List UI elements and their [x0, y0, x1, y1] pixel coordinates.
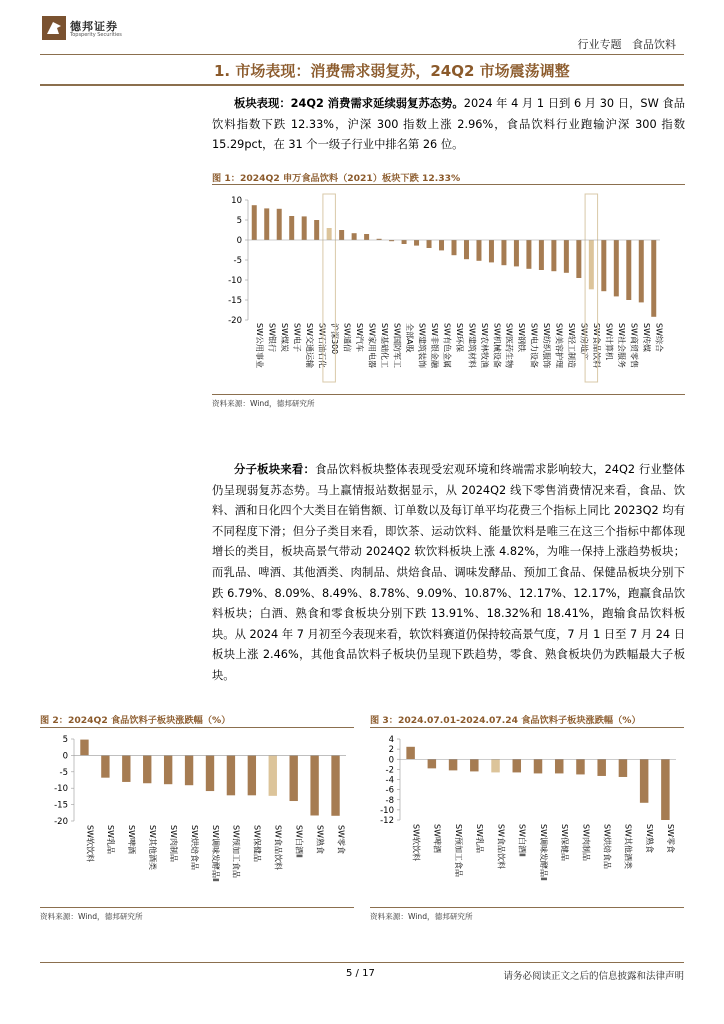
y-tick-label: -10	[380, 805, 394, 816]
bar	[402, 240, 407, 244]
figure-3-caption: 图 3：2024.07.01-2024.07.24 食品饮料子板块涨跌幅（%）	[370, 715, 641, 726]
bar	[651, 240, 656, 317]
y-tick-label: -10	[228, 276, 242, 286]
chart-q2-food-subsectors	[40, 729, 354, 907]
category-label: SW轻工制造	[567, 323, 577, 368]
paragraph-subsector	[212, 460, 685, 687]
bar	[269, 755, 277, 795]
header-category: 行业专题	[577, 38, 622, 51]
bar	[601, 240, 606, 291]
bar	[661, 759, 669, 820]
bar	[614, 240, 619, 296]
category-label: 沪深300	[329, 323, 339, 355]
y-tick-label: 5	[62, 735, 68, 745]
category-label: SW煤炭	[280, 323, 290, 352]
category-label: SW农林牧渔	[479, 323, 489, 368]
category-label: SW电子	[292, 323, 302, 352]
bar	[513, 759, 521, 772]
bar	[491, 759, 499, 772]
header-sector: 食品饮料	[632, 38, 676, 51]
y-tick-label: -5	[233, 256, 242, 266]
bar	[289, 216, 294, 240]
category-label: SW肉制品	[168, 825, 178, 862]
category-label: SW交通运输	[304, 323, 314, 368]
category-label: SW纺织服饰	[542, 323, 552, 368]
y-tick-label: -10	[54, 784, 68, 795]
figure-1-bottom-rule	[212, 394, 685, 395]
bar	[470, 759, 478, 771]
category-label: 全部A股	[404, 323, 414, 353]
category-label: SW家用电器	[367, 323, 377, 368]
bar	[414, 240, 419, 246]
bar	[206, 755, 214, 791]
bar	[564, 240, 569, 273]
page-number: 5 / 17	[346, 968, 375, 979]
category-label: SW啤酒	[432, 824, 442, 853]
bar	[427, 240, 432, 248]
category-label: SW美容护理	[554, 323, 564, 368]
bar	[339, 230, 344, 240]
category-label: SW食品饮料	[496, 824, 506, 869]
bar	[464, 240, 469, 259]
category-label: SW通信	[342, 323, 352, 352]
bar	[526, 240, 531, 269]
figure-3-bottom-rule	[370, 907, 684, 908]
category-label: SW乳品	[475, 824, 485, 853]
bar	[122, 755, 130, 782]
category-label: SW有色金属	[442, 323, 452, 368]
category-label: SW房地产	[579, 323, 589, 360]
category-label: SW调味发酵品Ⅱ	[538, 824, 548, 881]
category-label: SW国防军工	[392, 323, 402, 368]
bar	[364, 234, 369, 240]
category-label: SW零食	[336, 825, 346, 854]
bar	[428, 759, 436, 768]
bar	[314, 220, 319, 240]
category-label: SW机械设备	[492, 323, 502, 368]
bar	[248, 755, 256, 795]
y-tick-label: 4	[388, 735, 394, 745]
brand-logo-icon	[42, 16, 66, 40]
category-label: SW基础化工	[379, 323, 389, 368]
bar	[639, 240, 644, 302]
bar	[576, 240, 581, 278]
bar	[555, 759, 563, 773]
bar	[164, 755, 172, 784]
brand-name-en: Topsperity Securities	[70, 32, 122, 38]
bar	[277, 209, 282, 240]
category-label: SW建筑装饰	[417, 323, 427, 368]
bar	[310, 755, 318, 815]
bar	[290, 755, 298, 801]
bar	[252, 205, 257, 240]
category-label: SW商贸零售	[629, 323, 639, 368]
category-label: SW综合	[654, 323, 664, 352]
figure-3-source: 资料来源：Wind，德邦研究所	[370, 912, 473, 921]
bar	[406, 747, 414, 759]
paragraph-market-performance	[212, 94, 685, 156]
y-tick-label: 0	[236, 236, 242, 246]
paragraph-body: 2024 年 4 月 1 日到 6 月 30 日，SW 食品饮料指数下跌 12.33%，沪深 300 指数上涨 2.96%，食品饮料行业跑输沪深 300 指数 15.29pct，在 31 个一级子行业中排名第 26 位。	[212, 97, 685, 152]
bar	[514, 240, 519, 266]
bar	[449, 759, 457, 770]
y-tick-label: -5	[59, 767, 68, 778]
bar	[626, 240, 631, 300]
category-label: SW烘焙食品	[189, 825, 199, 870]
bar	[227, 755, 235, 795]
category-label: SW白酒Ⅱ	[294, 825, 304, 858]
bar	[185, 755, 193, 785]
y-tick-label: -12	[380, 816, 394, 826]
bar	[489, 240, 494, 262]
category-label: SW医药生物	[504, 323, 514, 368]
category-label: SW肉制品	[581, 824, 591, 861]
chart-july-food-subsectors	[370, 729, 684, 907]
bar	[302, 216, 307, 240]
category-label: SW建筑材料	[467, 323, 477, 368]
paragraph-lead: 板块表现：24Q2 消费需求延续弱复苏态势。	[234, 97, 464, 110]
y-tick-label: -15	[54, 800, 68, 811]
category-label: SW汽车	[354, 323, 364, 352]
y-tick-label: 0	[62, 751, 68, 762]
category-label: SW烘焙食品	[602, 824, 612, 869]
bar	[331, 755, 339, 815]
y-tick-label: -20	[228, 316, 242, 326]
bar	[534, 759, 542, 773]
category-label: SW传媒	[642, 323, 652, 352]
category-label: SW白酒Ⅱ	[517, 824, 527, 857]
bar	[640, 759, 648, 803]
category-label: SW调味发酵品Ⅱ	[210, 825, 220, 882]
category-label: SW非银金融	[429, 323, 439, 368]
figure-2-caption: 图 2：2024Q2 食品饮料子板块涨跌幅（%）	[40, 715, 231, 726]
bar	[452, 240, 457, 255]
figure-2-bottom-rule	[40, 907, 354, 908]
y-tick-label: 5	[236, 216, 242, 226]
category-label: SW计算机	[604, 323, 614, 360]
category-label: SW啤酒	[127, 825, 137, 854]
category-label: SW公用事业	[255, 323, 265, 368]
category-label: SW社会服务	[617, 323, 627, 368]
figure-3-top-rule	[370, 727, 684, 728]
category-label: SW保健品	[252, 825, 262, 862]
bar	[539, 240, 544, 270]
category-label: SW银行	[267, 323, 277, 352]
chart-q2-sw-industries	[212, 186, 685, 394]
y-tick-label: 10	[231, 196, 242, 206]
y-tick-label: -6	[385, 785, 394, 796]
bar	[439, 240, 444, 250]
brand-name: 德邦证券	[70, 20, 118, 33]
bar	[101, 755, 109, 777]
y-tick-label: -2	[385, 765, 394, 776]
bar	[352, 233, 357, 240]
bar	[551, 240, 556, 271]
bar	[476, 240, 481, 261]
category-label: SW食品饮料	[273, 825, 283, 870]
y-tick-label: 2	[388, 745, 394, 756]
bar	[589, 240, 594, 289]
bar	[619, 759, 627, 777]
header-divider	[40, 54, 684, 55]
section-title: 1. 市场表现：消费需求弱复苏，24Q2 市场震荡调整	[214, 62, 570, 80]
category-label: SW预加工食品	[231, 825, 241, 878]
category-label: SW食品饮料	[592, 323, 602, 368]
bar	[327, 228, 332, 240]
bar	[597, 759, 605, 776]
category-label: SW钢铁	[517, 323, 527, 352]
category-label: SW电力设备	[529, 323, 539, 368]
figure-2-source: 资料来源：Wind，德邦研究所	[40, 912, 143, 921]
category-label: SW其他酒类	[148, 825, 158, 870]
category-label: SW零食	[666, 824, 676, 853]
header-tags	[578, 36, 677, 52]
category-label: SW预加工食品	[453, 824, 463, 877]
bar	[501, 240, 506, 265]
category-label: SW保健品	[560, 824, 570, 861]
paragraph-body: 食品饮料板块整体表现受宏观环境和终端需求影响较大，24Q2 行业整体仍呈现弱复苏态势。马上赢情报站数据显示，从 2024Q2 线下零售消费情况来看，食品、饮料、酒和日化四个大类目在销售额、订单数以及每订单平均花费三个指标上同比 2023Q2 均有不同程度下滑；但分子类目来看，即饮茶、运动饮料、能量饮料是唯三在这三个指标中都体现增长的类目，板块高景气带动 2024Q2 软饮料板块上涨 4.82%，为唯一保持上涨趋势板块；而乳品、啤酒、其他酒类、肉制品、烘焙食品、调味发酵品、预加工食品、保健品板块分别下跌 6.79%、8.09%、8.49%、8.78%、9.09%、10.87%、12.17%、12.17%，跑赢食品饮料板块；白酒、熟食和零食板块分别下跌 13.91%、18.32%和 18.41%，跑输食品饮料板块。从 2024 年 7 月初至今表现来看，软饮料赛道仍保持较高景气度，7 月 1 日至 7 月 24 日板块上涨 2.46%，其他食品饮料子板块仍呈现下跌趋势，零食、熟食板块仍为跌幅最大子板块。	[212, 463, 685, 682]
bar	[264, 208, 269, 240]
y-tick-label: -4	[385, 775, 394, 786]
paragraph-lead: 分子板块来看：	[234, 463, 316, 476]
y-tick-label: -15	[228, 296, 242, 306]
category-label: SW熟食	[315, 825, 325, 854]
footer-divider	[40, 962, 684, 963]
category-label: SW其他酒类	[623, 824, 633, 869]
category-label: SW软饮料	[411, 824, 421, 861]
y-tick-label: 0	[388, 755, 394, 766]
figure-1-source: 资料来源：Wind，德邦研究所	[212, 399, 315, 408]
figure-1-caption: 图 1：2024Q2 申万食品饮料（2021）板块下跌 12.33%	[212, 173, 461, 184]
category-label: SW软饮料	[85, 825, 95, 862]
category-label: SW乳品	[106, 825, 116, 854]
category-label: SW环保	[454, 323, 464, 352]
bar	[80, 740, 88, 756]
footer-disclaimer: 请务必阅读正文之后的信息披露和法律声明	[503, 971, 684, 982]
category-label: SW熟食	[644, 824, 654, 853]
bar	[576, 759, 584, 774]
y-tick-label: -8	[385, 795, 394, 806]
bar	[143, 755, 151, 783]
figure-1-top-rule	[212, 184, 685, 185]
section-divider	[40, 84, 684, 86]
category-label: SW石油石化	[317, 323, 327, 368]
y-tick-label: -20	[54, 817, 68, 827]
figure-2-top-rule	[40, 727, 354, 728]
